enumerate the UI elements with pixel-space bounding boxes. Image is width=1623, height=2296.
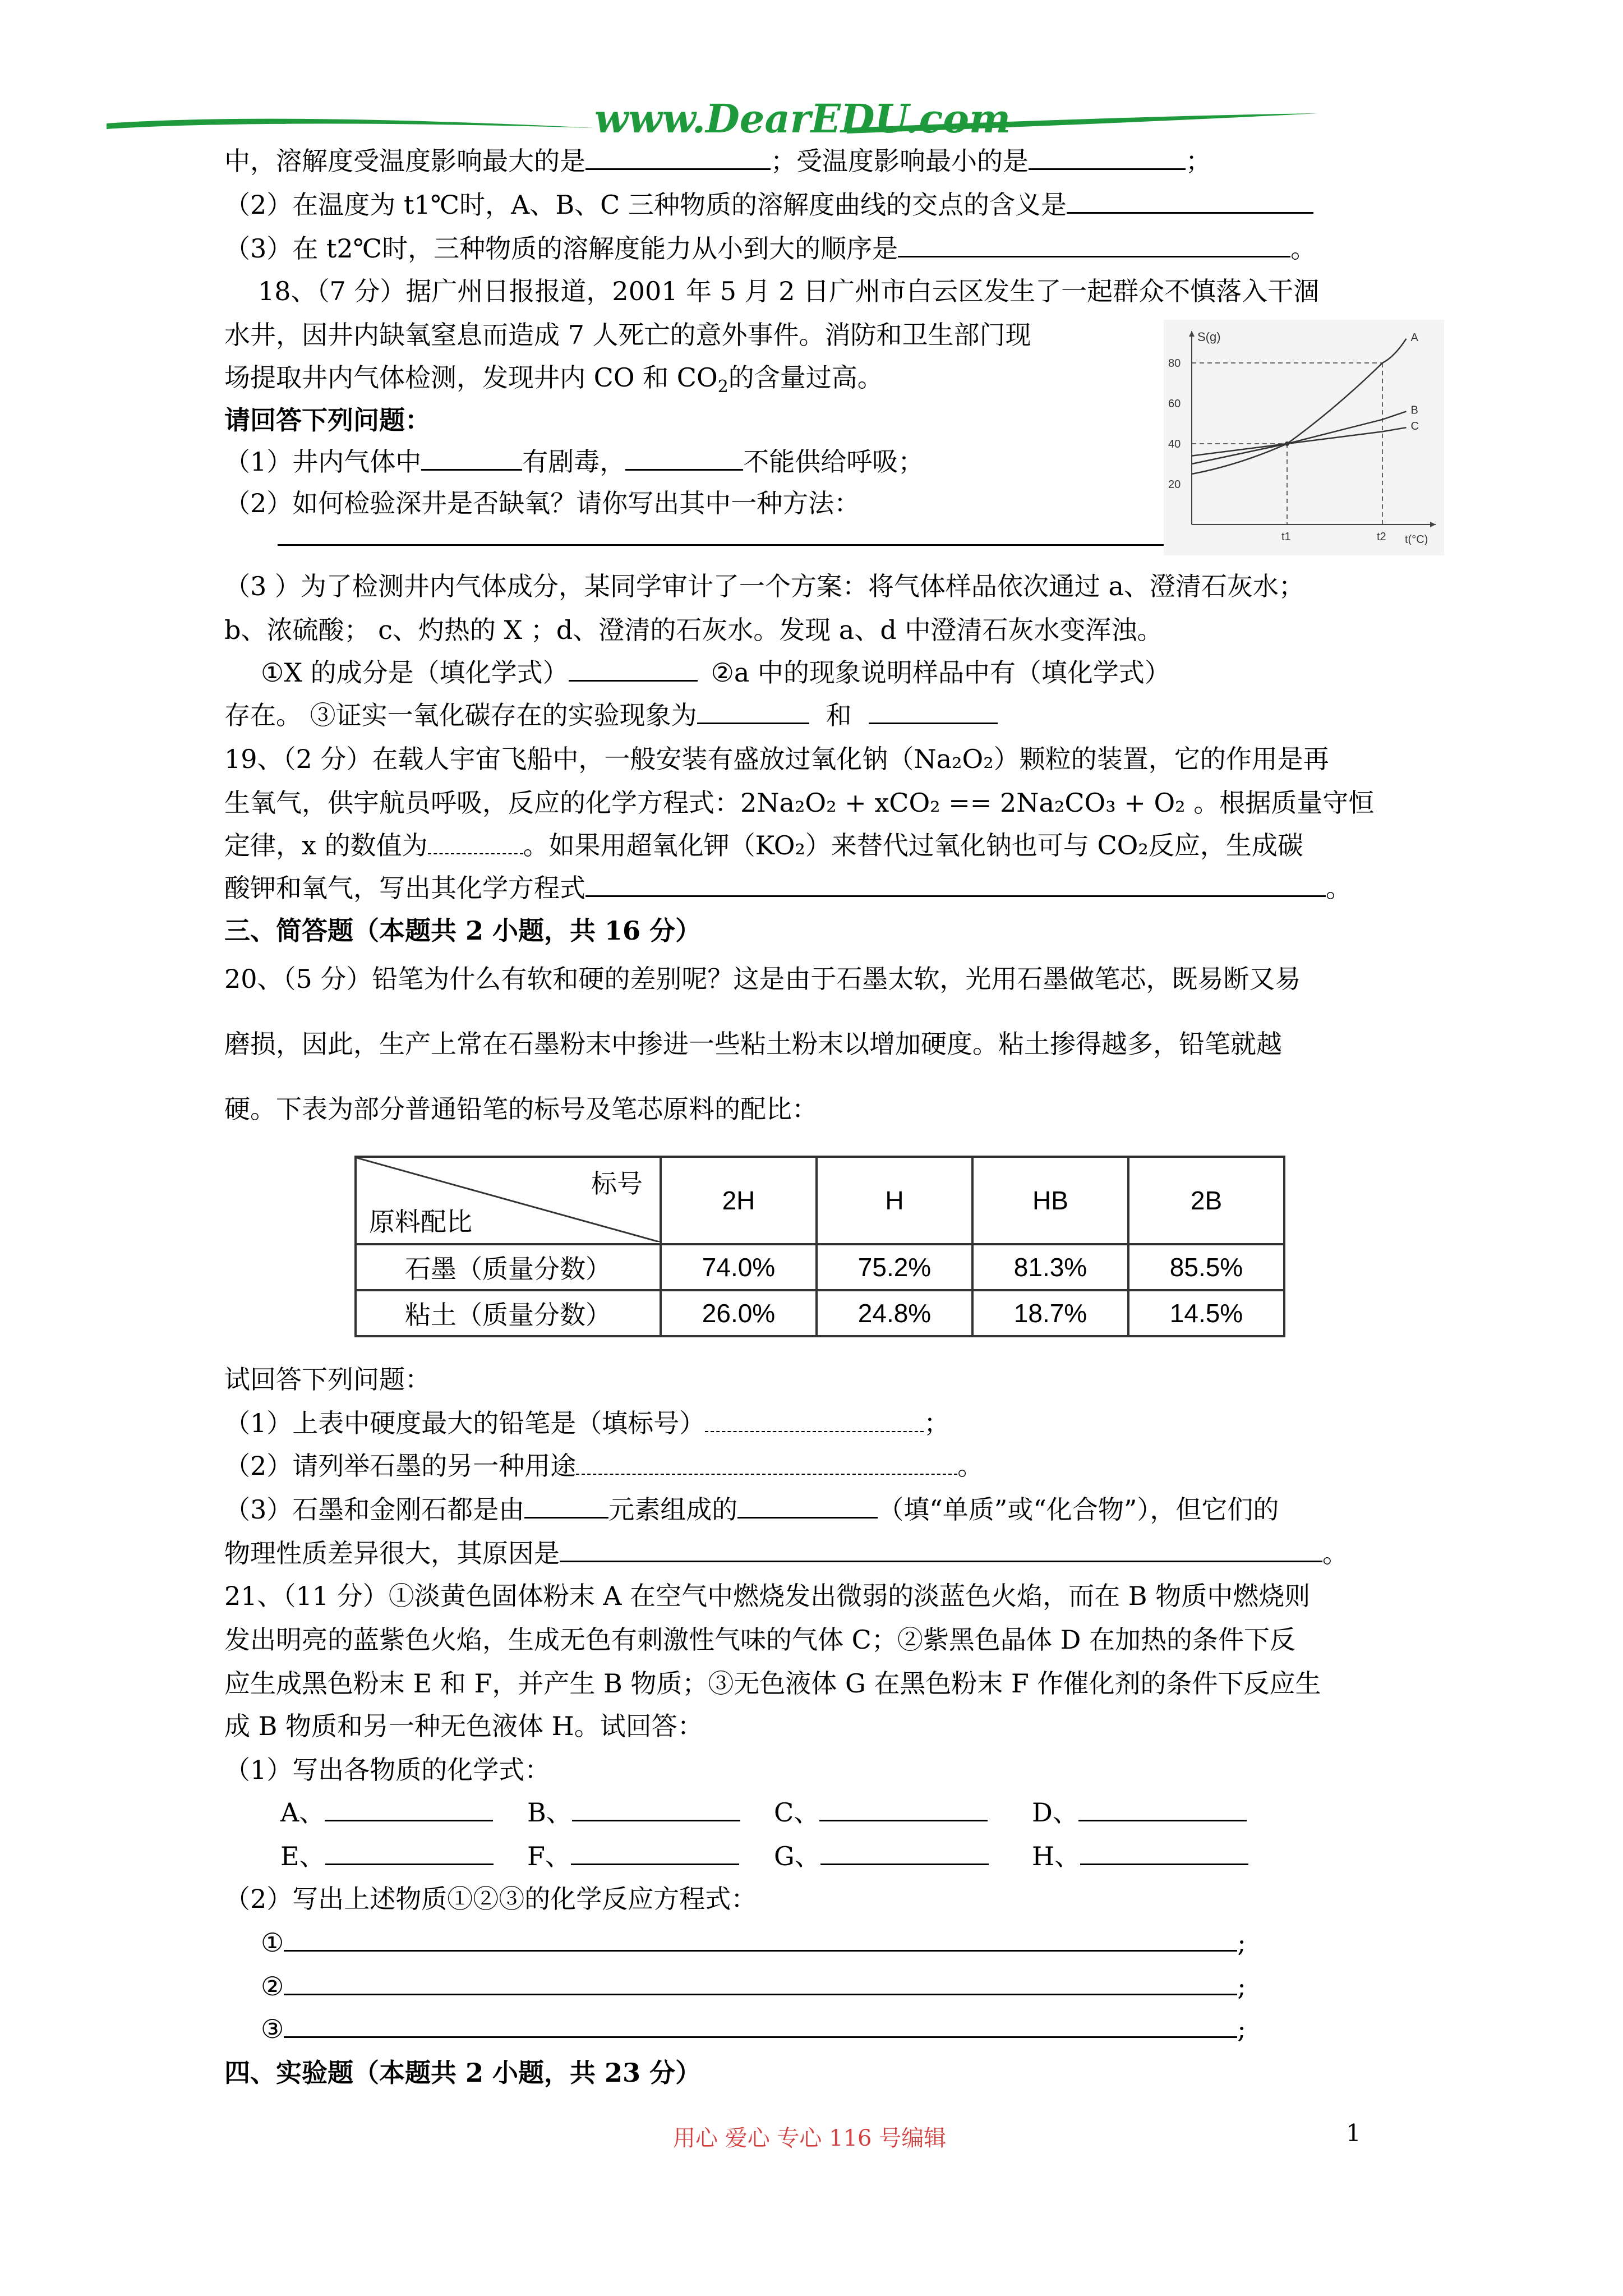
answer-blank[interactable] [697,693,809,724]
series-C-label: C [1410,420,1419,433]
column-header: 2H [661,1157,817,1244]
x-tick-label: t2 [1377,531,1386,543]
answer-blank[interactable] [1078,1791,1247,1821]
text: （2）请列举石墨的另一种用途 [224,1451,577,1481]
text: 生氧气，供宇航员呼吸，反应的化学方程式：2Na₂O₂ + xCO₂ == 2Na₂CO₃ + O₂ 。根据质量守恒 [224,788,1375,818]
text: 。 [1326,873,1352,903]
formula-row [280,1791,1273,1834]
text: （1）写出各物质的化学式： [224,1755,551,1785]
answer-blank[interactable] [284,1921,1237,1952]
text-line [224,866,1352,910]
text-line [224,1618,1295,1662]
column-header: H [817,1157,972,1244]
equation-label: ② [261,1971,284,2001]
text: 硬。下表为部分普通铅笔的标号及笔芯原料的配比： [224,1094,818,1124]
equation-line [261,1964,1246,2008]
text-line [224,1704,703,1748]
text: ； [924,1408,950,1438]
series-A-label: A [1410,331,1418,344]
text-line [224,398,431,442]
formula-label: E、 [280,1841,325,1871]
table-cell: 26.0% [661,1290,817,1336]
formula-label: C、 [774,1797,820,1828]
column-header: HB [972,1157,1128,1244]
text: （2）在温度为 t1℃时，A、B、C 三种物质的溶解度曲线的交点的含义是 [224,190,1067,220]
text: 物理性质差异很大，其原因是 [224,1538,560,1568]
answer-blank[interactable] [705,1402,924,1432]
pencil-ratio-table [354,1156,1285,1337]
y-tick-label: 20 [1168,478,1181,491]
text: 请回答下列问题： [224,405,431,435]
answer-blank[interactable] [737,1488,878,1519]
answer-blank[interactable] [325,1791,493,1821]
answer-blank[interactable] [898,227,1290,257]
equation-label: ① [261,1927,284,1958]
text-line [224,1401,949,1445]
text-line [258,269,1319,313]
column-header: 2B [1128,1157,1284,1244]
answer-blank[interactable] [571,1834,739,1865]
y-tick-label: 80 [1168,357,1181,370]
text: 试回答下列问题： [224,1364,431,1395]
formula-item [280,1791,527,1834]
formula-item [280,1834,527,1878]
text-line [224,313,1031,357]
answer-blank[interactable] [428,824,523,854]
answer-blank[interactable] [524,1488,608,1519]
text: 定律，x 的数值为 [224,830,428,861]
text-line [261,651,1170,694]
answer-blank[interactable] [560,1531,1322,1562]
text: （2）如何检验深井是否缺氧？请你写出其中一种方法： [224,488,860,518]
formula-label: B、 [527,1797,572,1828]
text-line [224,693,998,737]
text: 中，溶解度受温度影响最大的是 [224,146,585,176]
formula-item [527,1791,774,1834]
equation-line [261,1921,1246,1964]
y-tick-label: 60 [1168,398,1181,410]
answer-blank[interactable] [1067,183,1313,214]
text: （2）写出上述物质①②③的化学反应方程式： [224,1884,757,1914]
text: b、浓硫酸； c、灼热的 X ；d、澄清的石灰水。发现 a、d 中澄清石灰水变浑浊。 [224,615,1163,645]
text-line [224,1662,1321,1705]
text: 和 [826,700,852,730]
text: 磨损，因此，生产上常在石墨粉末中掺进一些粘土粉末以增加硬度。粘土掺得越多，铅笔就越 [224,1029,1282,1059]
answer-blank[interactable] [585,139,771,170]
table-cell: 24.8% [817,1290,972,1336]
formula-label: D、 [1032,1797,1078,1828]
formula-label: H、 [1032,1841,1081,1871]
table-cell: 14.5% [1128,1290,1284,1336]
table-row [356,1290,1284,1336]
text: 19、（2 分）在载人宇宙飞船中，一般安装有盛放过氧化钠（Na₂O₂）颗粒的装置，它的作用是再 [224,744,1329,774]
series-B-label: B [1410,404,1418,417]
text-line [224,957,1301,1001]
text-line [224,737,1329,781]
equation-label: ③ [261,2014,284,2044]
answer-blank[interactable] [819,1791,988,1821]
equation-line [261,2007,1246,2051]
table-corner-cell [356,1157,661,1244]
text: （3）在 t2℃时，三种物质的溶解度能力从小到大的顺序是 [224,233,898,264]
text-line [224,356,883,399]
text: ；受温度影响最小的是 [771,146,1029,176]
chart-background [1164,320,1444,555]
table-cell: 18.7% [972,1290,1128,1336]
subscript: 2 [717,377,728,397]
text: （填“单质”或“化合物”），但它们的 [878,1494,1279,1525]
text: （1）上表中硬度最大的铅笔是（填标号） [224,1408,706,1438]
text: 应生成黑色粉末 E 和 F，并产生 B 物质；③无色液体 G 在黑色粉末 F 作催化剂的条件下反应生 [224,1668,1321,1699]
answer-blank[interactable] [1080,1834,1248,1865]
text-line [224,440,924,484]
text: 发出明亮的蓝紫色火焰，生成无色有刺激性气味的气体 C；②紫黑色晶体 D 在加热的条件下反 [224,1625,1295,1655]
solubility-chart [1164,320,1444,555]
row-label: 石墨（质量分数） [356,1244,661,1290]
formula-label: F、 [527,1841,571,1871]
text: ; [1237,1927,1246,1958]
text-line [224,139,1211,183]
table-cell: 81.3% [972,1244,1128,1290]
y-axis-label: S(g) [1197,330,1221,344]
text-line [224,823,1303,867]
text: 的含量过高。 [728,362,883,393]
text-line [224,1574,1310,1618]
text-line [224,1531,1348,1575]
site-logo-text: www.DearEDU.com [594,95,1011,142]
formula-label: G、 [774,1841,820,1871]
text: 四、实验题（本题共 2 小题，共 23 分） [224,2058,702,2088]
answer-blank[interactable] [284,2007,1237,2038]
formula-row [280,1834,1273,1878]
row-label: 粘土（质量分数） [356,1290,661,1336]
page-number: 1 [1346,2119,1361,2147]
table-cell: 75.2% [817,1244,972,1290]
formula-item [1032,1791,1273,1834]
text-line [224,1748,550,1792]
text: 水井，因井内缺氧窒息而造成 7 人死亡的意外事件。消防和卫生部门现 [224,320,1031,350]
formula-label: A、 [280,1797,325,1828]
answer-blank[interactable] [569,651,698,682]
footer-text: 用心 爱心 专心 116 号编辑 [673,2125,947,2151]
corner-top-label: 标号 [591,1169,643,1198]
answer-blank[interactable] [625,440,743,471]
answer-blank[interactable] [325,1834,494,1865]
text-line [224,1022,1282,1066]
text-line [224,183,1313,227]
text-line [224,1358,431,1401]
text: 元素组成的 [608,1494,738,1525]
table-header-row [356,1157,1284,1244]
text: ; [1237,1971,1246,2001]
text-line [224,781,1374,825]
text: 。 [957,1451,984,1481]
text-line [224,564,1304,608]
formula-item [527,1834,774,1878]
text: 不能供给呼吸； [743,447,924,477]
x-axis-label: t(°C) [1405,533,1428,546]
text: （3 ）为了检测井内气体成分，某同学审计了一个方案：将气体样品依次通过 a、澄清石灰水； [224,571,1304,601]
text-line [224,1488,1279,1531]
formula-item [774,1791,1032,1834]
text: 。 [1290,233,1317,264]
text: 。 [1322,1538,1348,1568]
section-heading [224,909,701,953]
text: ②a 中的现象说明样品中有（填化学式） [711,657,1170,688]
text-line [224,1444,983,1488]
answer-blank[interactable] [1029,139,1186,170]
text-line [224,227,1316,270]
text-line [224,1877,757,1921]
answer-blank[interactable] [572,1791,740,1821]
answer-blank[interactable] [585,866,1326,897]
answer-blank[interactable] [421,440,522,471]
corner-bottom-label: 原料配比 [369,1207,472,1236]
answer-blank[interactable] [869,693,998,724]
text: 酸钾和氧气，写出其化学方程式 [224,873,585,903]
text: 存在。 ③证实一氧化碳存在的实验现象为 [224,700,697,730]
formula-item [1032,1834,1273,1878]
text-line [224,608,1163,652]
text: 成 B 物质和另一种无色液体 H。试回答： [224,1711,703,1741]
table-row [356,1244,1284,1290]
y-tick-label: 40 [1168,438,1181,450]
text: （3）石墨和金刚石都是由 [224,1494,525,1525]
text: 场提取井内气体检测，发现井内 CO 和 CO [224,362,718,393]
text: 。如果用超氧化钾（KO₂）来替代过氧化钠也可与 CO₂反应，生成碳 [523,830,1303,861]
text: 20、（5 分）铅笔为什么有软和硬的差别呢？这是由于石墨太软，光用石墨做笔芯，既易断又易 [224,964,1301,994]
answer-blank[interactable] [820,1834,989,1865]
intersection-point [1285,441,1289,446]
text: ； [1186,146,1211,176]
text: ; [1237,2014,1246,2044]
x-tick-label: t1 [1281,531,1291,543]
table-cell: 85.5% [1128,1244,1284,1290]
table-cell: 74.0% [661,1244,817,1290]
text: （1）井内气体中 [224,447,422,477]
text: 21、（11 分）①淡黄色固体粉末 A 在空气中燃烧发出微弱的淡蓝色火焰，而在 B 物质中燃烧则 [224,1581,1311,1611]
text: 18、（7 分）据广州日报报道，2001 年 5 月 2 日广州市白云区发生了一起群众不慎落入干涸 [258,276,1320,306]
text-line [224,1087,818,1131]
answer-blank[interactable] [284,1964,1237,1995]
text: ①X 的成分是（填化学式） [261,657,569,688]
text: 有剧毒， [522,447,626,477]
answer-blank[interactable] [576,1444,957,1475]
section-heading [224,2051,701,2095]
formula-item [774,1834,1032,1878]
text: 三、简答题（本题共 2 小题，共 16 分） [224,915,702,946]
